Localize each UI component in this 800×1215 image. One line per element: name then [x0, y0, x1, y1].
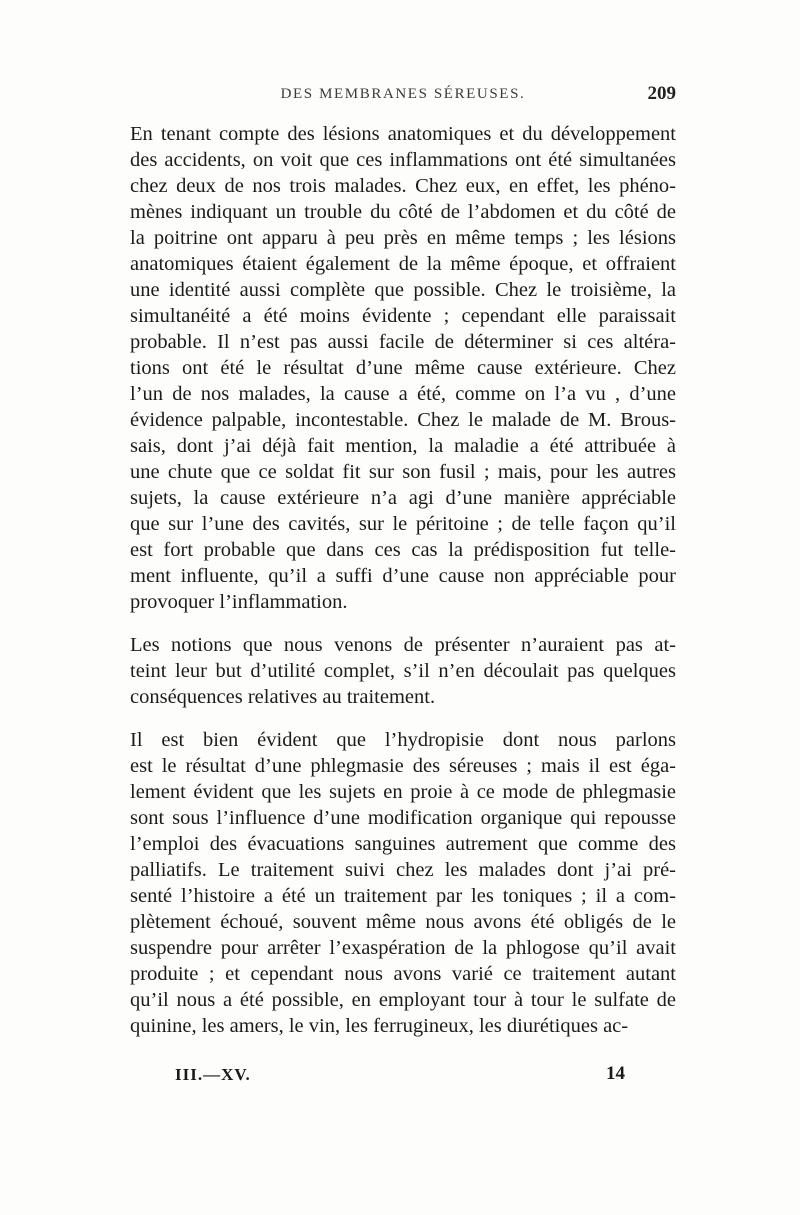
- text-line: l’emploi des évacuations sanguines autrement que comme des: [130, 833, 676, 855]
- sheet-number: 14: [606, 1063, 625, 1084]
- text-line: quinine, les amers, le vin, les ferrugineux, les diurétiques ac-: [130, 1015, 629, 1037]
- text-line: des accidents, on voit que ces inflammations ont été simultanées: [130, 149, 676, 171]
- text-line: est le résultat d’une phlegmasie des séreuses ; mais il est éga-: [130, 755, 676, 777]
- text-line: Il est bien évident que l’hydropisie dont nous parlons: [130, 729, 676, 751]
- text-line: senté l’histoire a été un traitement par les toniques ; il a com-: [130, 885, 676, 907]
- text-line: produite ; et cependant nous avons varié ce traitement autant: [130, 963, 676, 985]
- paragraph: [130, 632, 676, 710]
- text-line: provoquer l’inflammation.: [130, 591, 348, 613]
- text-line: probable. Il n’est pas aussi facile de déterminer si ces altéra-: [130, 331, 676, 353]
- text-line: sujets, la cause extérieure n’a agi d’une manière appréciable: [130, 487, 676, 509]
- text-line: conséquences relatives au traitement.: [130, 686, 436, 708]
- text-line: palliatifs. Le traitement suivi chez les malades dont j’ai pré-: [130, 859, 676, 881]
- text-line: lement évident que les sujets en proie à ce mode de phlegmasie: [130, 781, 676, 803]
- text-line: une identité aussi complète que possible. Chez le troisième, la: [130, 279, 676, 301]
- signature-mark: III.—XV.: [175, 1065, 251, 1084]
- text-line: est fort probable que dans ces cas la prédisposition fut telle-: [130, 539, 676, 561]
- text-line: qu’il nous a été possible, en employant tour à tour le sulfate de: [130, 989, 676, 1011]
- paragraph: [130, 121, 676, 615]
- page-footer: [175, 1065, 625, 1091]
- text-line: Les notions que nous venons de présenter n’auraient pas at-: [130, 634, 676, 656]
- page-header: [130, 83, 676, 116]
- paragraph: [130, 727, 676, 1039]
- text-line: anatomiques étaient également de la même époque, et offraient: [130, 253, 676, 275]
- page-number: 209: [647, 83, 676, 104]
- text-line: En tenant compte des lésions anatomiques et du développement: [130, 123, 676, 145]
- text-line: plètement échoué, souvent même nous avons été obligés de le: [130, 911, 676, 933]
- text-line: l’un de nos malades, la cause a été, comme on l’a vu , d’une: [130, 383, 676, 405]
- text-line: teint leur but d’utilité complet, s’il n’en découlait pas quelques: [130, 660, 676, 682]
- running-title: DES MEMBRANES SÉREUSES.: [280, 86, 526, 102]
- text-line: sont sous l’influence d’une modification organique qui repousse: [130, 807, 676, 829]
- text-line: la poitrine ont apparu à peu près en même temps ; les lésions: [130, 227, 676, 249]
- text-line: ment influente, qu’il a suffi d’une cause non appréciable pour: [130, 565, 676, 587]
- text-line: tions ont été le résultat d’une même cause extérieure. Chez: [130, 357, 676, 379]
- paragraph-gap: [130, 615, 676, 632]
- text-line: chez deux de nos trois malades. Chez eux, en effet, les phéno-: [130, 175, 676, 197]
- paragraph-gap: [130, 710, 676, 727]
- text-line: que sur l’une des cavités, sur le péritoine ; de telle façon qu’il: [130, 513, 676, 535]
- text-line: une chute que ce soldat fit sur son fusil ; mais, pour les autres: [130, 461, 676, 483]
- text-line: simultanéité a été moins évidente ; cependant elle paraissait: [130, 305, 676, 327]
- body-text: [130, 121, 676, 1039]
- text-line: suspendre pour arrêter l’exaspération de la phlogose qu’il avait: [130, 937, 676, 959]
- text-line: mènes indiquant un trouble du côté de l’abdomen et du côté de: [130, 201, 676, 223]
- text-line: évidence palpable, incontestable. Chez le malade de M. Brous-: [130, 409, 676, 431]
- text-line: sais, dont j’ai déjà fait mention, la maladie a été attribuée à: [130, 435, 676, 457]
